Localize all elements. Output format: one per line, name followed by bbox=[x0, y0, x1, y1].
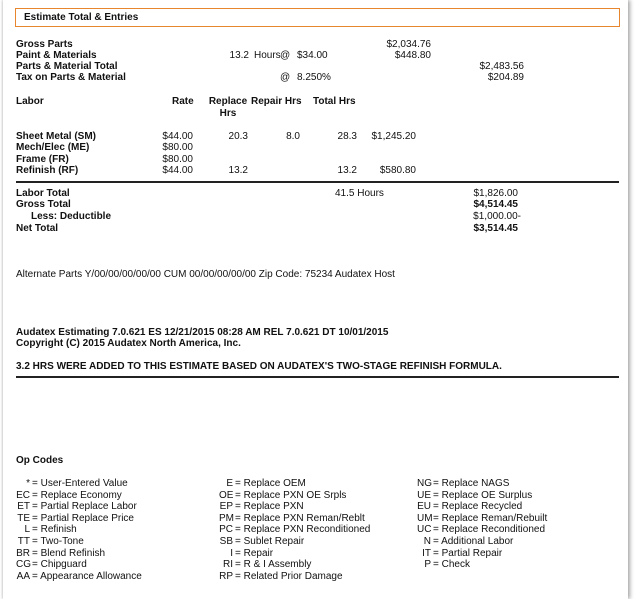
paint-rate: $34.00 bbox=[297, 50, 328, 61]
paint-at-symbol: @ bbox=[280, 50, 291, 61]
paint-amount: $448.80 bbox=[394, 50, 431, 61]
op-code: TT bbox=[17, 536, 30, 547]
tax-at-symbol: @ bbox=[280, 72, 291, 83]
op-code-description: = R & I Assembly bbox=[235, 559, 312, 570]
op-code: N bbox=[423, 536, 431, 547]
deductible-amount: $1,000.00- bbox=[473, 211, 521, 222]
op-code-description: = Replace PXN OE Srpls bbox=[235, 490, 347, 501]
op-code-description: = Chipguard bbox=[32, 559, 87, 570]
gross-total-amount: $4,514.45 bbox=[473, 199, 518, 210]
section-title-box bbox=[15, 8, 620, 27]
op-code: OE bbox=[219, 490, 234, 501]
op-code: IT bbox=[422, 548, 431, 559]
labor-row-amount: $580.80 bbox=[379, 165, 416, 176]
op-code-description: = Partial Replace Price bbox=[32, 513, 134, 524]
op-code: BR bbox=[16, 548, 30, 559]
op-code-description: = Appearance Allowance bbox=[32, 571, 142, 582]
op-code-description: = Check bbox=[433, 559, 470, 570]
col-header-repair-hrs: Repair Hrs bbox=[251, 96, 302, 107]
op-code: UM bbox=[417, 513, 433, 524]
labor-row-repair: 8.0 bbox=[286, 131, 300, 142]
col-header-labor: Labor bbox=[16, 96, 44, 107]
op-code: TE bbox=[17, 513, 30, 524]
op-code-description: = Replace Economy bbox=[32, 490, 122, 501]
op-code-description: = Additional Labor bbox=[433, 536, 514, 547]
labor-row-rate: $44.00 bbox=[162, 131, 193, 142]
op-code: SB bbox=[219, 536, 233, 547]
version-line: Audatex Estimating 7.0.621 ES 12/21/2015 08:28 AM REL 7.0.621 DT 10/01/2015 bbox=[16, 327, 389, 338]
op-code-description: = Replace OE Surplus bbox=[433, 490, 533, 501]
op-code: E bbox=[226, 478, 233, 489]
col-header-total-hrs: Total Hrs bbox=[313, 96, 356, 107]
notes-divider bbox=[16, 376, 619, 378]
op-code-description: = Replace Reman/Rebuilt bbox=[433, 513, 548, 524]
op-code-description: = Replace OEM bbox=[235, 478, 306, 489]
parts-material-total-amount: $2,483.56 bbox=[479, 61, 524, 72]
op-code: P bbox=[424, 559, 431, 570]
labor-row-rate: $80.00 bbox=[162, 154, 193, 165]
op-code: L bbox=[24, 524, 30, 535]
labor-divider bbox=[16, 181, 619, 183]
op-code: EU bbox=[417, 501, 431, 512]
labor-row-replace: 20.3 bbox=[228, 131, 248, 142]
op-code-description: = Related Prior Damage bbox=[235, 571, 343, 582]
op-code-description: = Replace PXN bbox=[235, 501, 304, 512]
op-code: RI bbox=[223, 559, 233, 570]
labor-total-hours: 41.5 Hours bbox=[335, 188, 384, 199]
net-total-amount: $3,514.45 bbox=[473, 223, 518, 234]
labor-row-label: Refinish (RF) bbox=[16, 165, 79, 176]
labor-row-rate: $44.00 bbox=[162, 165, 193, 176]
op-code: EC bbox=[16, 490, 30, 501]
op-code: PC bbox=[219, 524, 233, 535]
op-code: * bbox=[26, 478, 30, 489]
paint-hours: 13.2 bbox=[229, 50, 249, 61]
gross-parts-label: Gross Parts bbox=[16, 39, 73, 50]
op-code: AA bbox=[16, 571, 30, 582]
paint-materials-label: Paint & Materials bbox=[16, 50, 97, 61]
labor-row-total: 13.2 bbox=[337, 165, 357, 176]
op-code-description: = Replace Reconditioned bbox=[433, 524, 546, 535]
parts-material-total-label: Parts & Material Total bbox=[16, 61, 118, 72]
op-code-description: = Replace PXN Reconditioned bbox=[235, 524, 371, 535]
op-code-description: = Sublet Repair bbox=[235, 536, 305, 547]
labor-row-replace: 13.2 bbox=[228, 165, 248, 176]
labor-row-amount: $1,245.20 bbox=[371, 131, 416, 142]
op-code: ET bbox=[17, 501, 30, 512]
tax-amount: $204.89 bbox=[487, 72, 524, 83]
net-total-label: Net Total bbox=[16, 223, 59, 234]
op-code: I bbox=[230, 548, 233, 559]
gross-total-label: Gross Total bbox=[16, 199, 71, 210]
op-code-description: = Repair bbox=[235, 548, 274, 559]
labor-row-rate: $80.00 bbox=[162, 142, 193, 153]
op-code: RP bbox=[219, 571, 233, 582]
paint-hours-unit: Hours bbox=[254, 50, 281, 61]
op-code-description: = Blend Refinish bbox=[32, 548, 106, 559]
alternate-parts-line: Alternate Parts Y/00/00/00/00/00 CUM 00/00/00/00/00 Zip Code: 75234 Audatex Host bbox=[16, 269, 395, 280]
op-code-description: = Refinish bbox=[32, 524, 77, 535]
op-code-description: = Two-Tone bbox=[32, 536, 84, 547]
op-code: NG bbox=[417, 478, 432, 489]
estimate-page bbox=[3, 0, 628, 599]
op-code: UE bbox=[417, 490, 431, 501]
op-code: PM bbox=[219, 513, 234, 524]
op-codes-heading: Op Codes bbox=[16, 455, 64, 466]
section-title: Estimate Total & Entries bbox=[24, 12, 139, 23]
labor-row-label: Sheet Metal (SM) bbox=[16, 131, 97, 142]
labor-row-label: Mech/Elec (ME) bbox=[16, 142, 90, 153]
copyright-line: Copyright (C) 2015 Audatex North America, Inc. bbox=[16, 338, 241, 349]
col-header-rate: Rate bbox=[172, 96, 194, 107]
tax-label: Tax on Parts & Material bbox=[16, 72, 126, 83]
labor-total-amount: $1,826.00 bbox=[473, 188, 518, 199]
op-code: EP bbox=[219, 501, 233, 512]
op-code-description: = User-Entered Value bbox=[32, 478, 128, 489]
op-code-description: = Replace Recycled bbox=[433, 501, 523, 512]
op-code-description: = Partial Repair bbox=[433, 548, 503, 559]
op-code: CG bbox=[16, 559, 31, 570]
gross-parts-amount: $2,034.76 bbox=[386, 39, 431, 50]
refinish-notice: 3.2 HRS WERE ADDED TO THIS ESTIMATE BASED ON AUDATEX'S TWO-STAGE REFINISH FORMULA. bbox=[16, 361, 502, 372]
deductible-label: Less: Deductible bbox=[31, 211, 112, 222]
op-code-description: = Replace PXN Reman/Reblt bbox=[235, 513, 365, 524]
op-code-description: = Partial Replace Labor bbox=[32, 501, 137, 512]
op-code: UC bbox=[417, 524, 432, 535]
tax-rate: 8.250% bbox=[297, 72, 331, 83]
labor-total-label: Labor Total bbox=[16, 188, 70, 199]
labor-row-label: Frame (FR) bbox=[16, 154, 69, 165]
op-code-description: = Replace NAGS bbox=[433, 478, 510, 489]
labor-row-total: 28.3 bbox=[337, 131, 357, 142]
col-header-replace-hrs: Replace Hrs bbox=[208, 96, 248, 119]
